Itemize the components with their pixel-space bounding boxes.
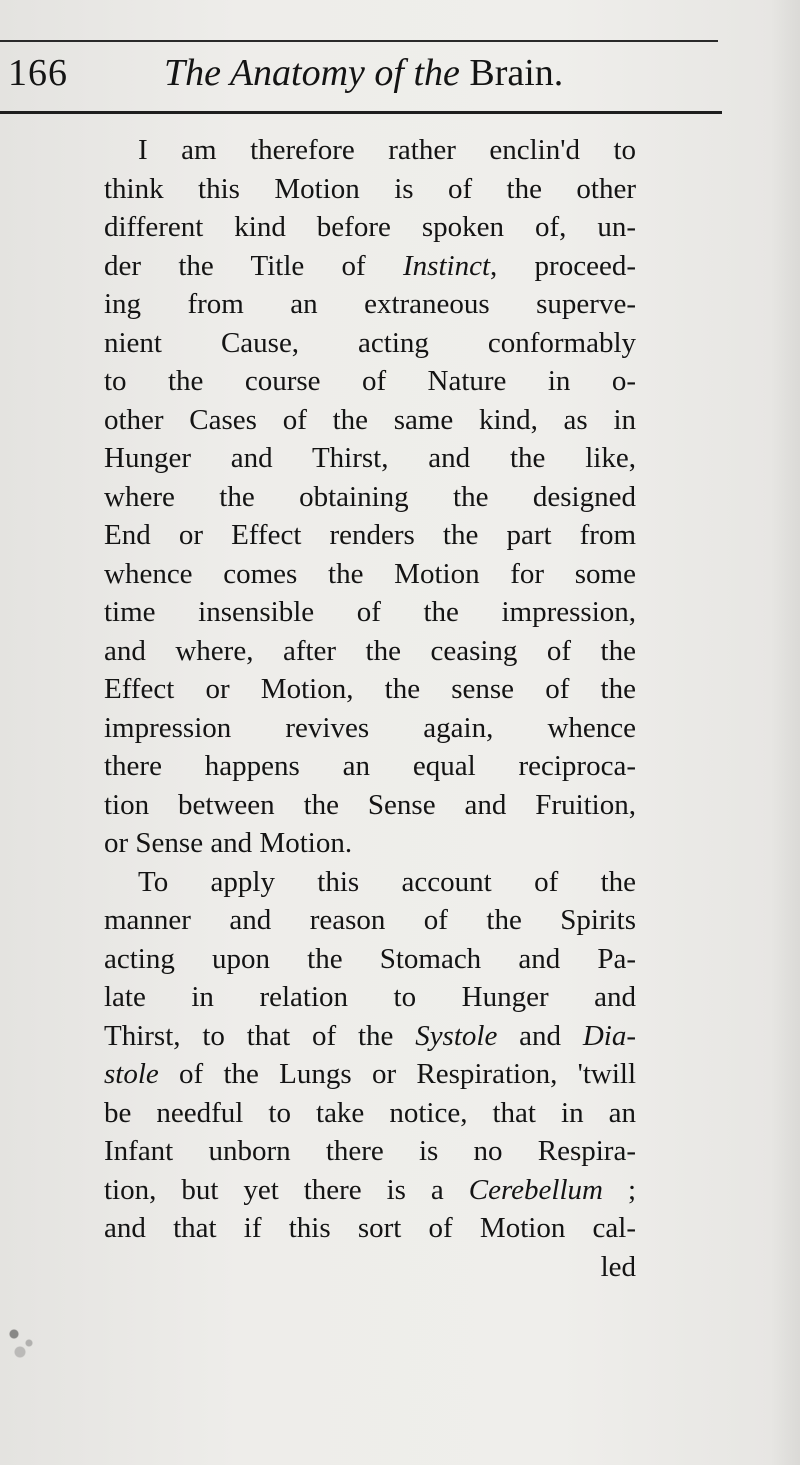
paper-stain: [2, 1310, 62, 1370]
text-line: think this Motion is of the other: [104, 172, 636, 205]
text-line: ing from an extraneous superve-: [104, 288, 636, 320]
text-line: acting upon the Stomach and Pa-: [104, 942, 636, 975]
body-text: [104, 131, 636, 1286]
text-line: [104, 247, 636, 286]
text-line: [104, 1017, 636, 1056]
text-line: [104, 1055, 636, 1094]
text-segment: Thirst, to that of the: [104, 1019, 416, 1052]
text-line: to the course of Nature in o-: [104, 365, 636, 397]
text-line: End or Effect renders the part from: [104, 519, 636, 551]
page-number: 166: [8, 52, 68, 94]
catchword: led: [600, 1250, 636, 1283]
text-line: tion between the Sense and Fruition,: [104, 788, 636, 821]
text-line: different kind before spoken of, un-: [104, 211, 636, 243]
text-line: there happens an equal reciproca-: [104, 750, 636, 782]
text-line: impression revives again, whence: [104, 711, 636, 744]
text-line: To apply this account of the: [138, 865, 636, 898]
italic-word-diastole-start: Dia-: [582, 1019, 636, 1052]
text-line: Hunger and Thirst, and the like,: [104, 442, 636, 474]
text-line: and that if this sort of Motion cal-: [104, 1212, 636, 1244]
italic-word-instinct: Instinct: [403, 249, 491, 282]
text-segment: ;: [602, 1173, 636, 1206]
text-segment: der the Title of: [104, 249, 404, 282]
header-top-rule: [0, 40, 718, 42]
running-title-italic: The Anatomy of the: [164, 52, 460, 94]
running-title-roman: Brain.: [469, 52, 564, 94]
text-line: Effect or Motion, the sense of the: [104, 673, 636, 705]
text-line: where the obtaining the designed: [104, 480, 636, 513]
text-line: other Cases of the same kind, as in: [104, 403, 636, 436]
text-line: be needful to take notice, that in an: [104, 1096, 636, 1129]
text-line: whence comes the Motion for some: [104, 557, 636, 590]
italic-word-cerebellum: Cerebellum: [468, 1173, 603, 1206]
text-line: I am therefore rather enclin'd to: [138, 134, 636, 166]
italic-word-systole: Systole: [415, 1019, 498, 1052]
text-segment: tion, but yet there is a: [104, 1173, 469, 1206]
text-segment: and: [497, 1019, 583, 1052]
header-bottom-rule: [0, 111, 722, 114]
text-line: [104, 1171, 636, 1210]
running-header: [8, 50, 708, 100]
page-edge-shadow: [770, 0, 800, 1465]
italic-word-diastole-end: stole: [104, 1058, 159, 1090]
text-segment: of the Lungs or Respiration, 'twill: [158, 1058, 636, 1090]
text-line: Infant unborn there is no Respira-: [104, 1135, 636, 1167]
text-line: late in relation to Hunger and: [104, 981, 636, 1013]
text-line: or Sense and Motion.: [104, 827, 353, 859]
text-line: and where, after the ceasing of the: [104, 634, 636, 667]
text-line: time insensible of the impression,: [104, 596, 636, 628]
running-title: [164, 50, 563, 96]
text-line: manner and reason of the Spirits: [104, 904, 636, 936]
text-line: nient Cause, acting conformably: [104, 326, 636, 359]
text-segment: , proceed-: [490, 249, 636, 282]
